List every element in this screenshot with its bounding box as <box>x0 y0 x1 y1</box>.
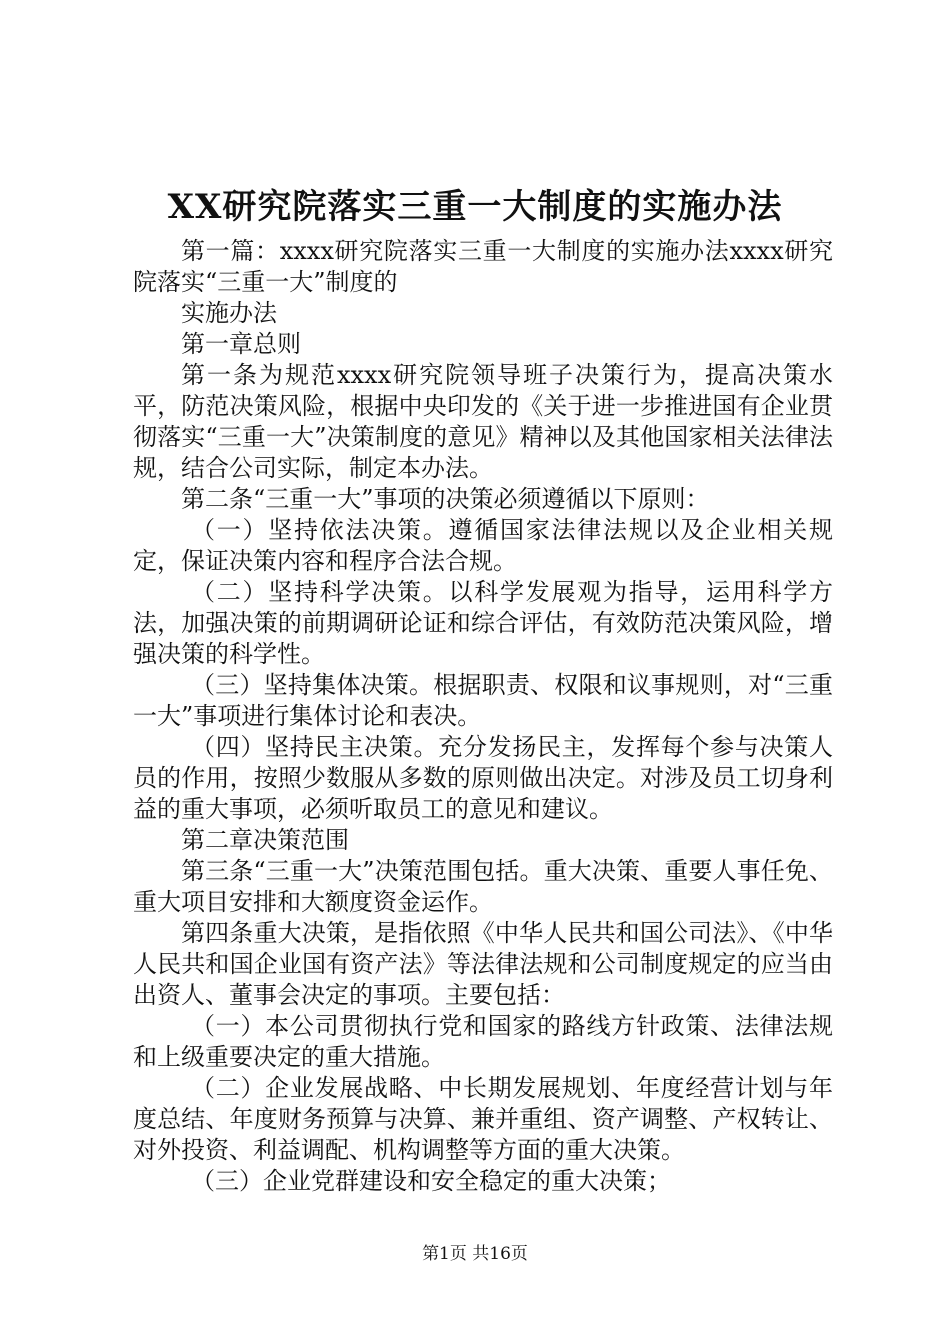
paragraph: 第四条重大决策，是指依照《中华人民共和国公司法》、《中华人民共和国企业国有资产法》等法律法规和公司制度规定的应当由出资人、董事会决定的事项。主要包括： <box>133 919 833 1009</box>
paragraph: （一）本公司贯彻执行党和国家的路线方针政策、法律法规和上级重要决定的重大措施。 <box>133 1012 833 1071</box>
chapter-heading: 第一章总则 <box>181 330 301 358</box>
paragraph: 第三条“三重一大”决策范围包括。重大决策、重要人事任免、重大项目安排和大额度资金运作。 <box>133 857 833 916</box>
paragraph: （四）坚持民主决策。充分发扬民主，发挥每个参与决策人员的作用，按照少数服从多数的原则做出决定。对涉及员工切身利益的重大事项，必须听取员工的意见和建议。 <box>133 733 833 823</box>
paragraph: 第二条“三重一大”事项的决策必须遵循以下原则： <box>181 485 710 513</box>
paragraph: 第一条为规范xxxx研究院领导班子决策行为，提高决策水平，防范决策风险，根据中央印发的《关于进一步推进国有企业贯彻落实“三重一大”决策制度的意见》精神以及其他国家相关法律法规，结合公司实际，制定本办法。 <box>133 361 833 482</box>
paragraph: （二）企业发展战略、中长期发展规划、年度经营计划与年度总结、年度财务预算与决算、兼并重组、资产调整、产权转让、对外投资、利益调配、机构调整等方面的重大决策。 <box>133 1074 833 1164</box>
document-body <box>133 236 833 1197</box>
paragraph: （二）坚持科学决策。以科学发展观为指导，运用科学方法，加强决策的前期调研论证和综合评估，有效防范决策风险，增强决策的科学性。 <box>133 578 833 668</box>
chapter-heading: 第二章决策范围 <box>181 826 349 854</box>
paragraph: 第一篇：xxxx研究院落实三重一大制度的实施办法xxxx研究院落实“三重一大”制度的 <box>133 237 833 296</box>
paragraph: （三）坚持集体决策。根据职责、权限和议事规则，对“三重一大”事项进行集体讨论和表决。 <box>133 671 833 730</box>
document-title: XX研究院落实三重一大制度的实施办法 <box>167 187 783 227</box>
paragraph: 实施办法 <box>181 299 277 327</box>
paragraph: （一）坚持依法决策。遵循国家法律法规以及企业相关规定，保证决策内容和程序合法合规。 <box>133 516 833 575</box>
page-number-footer: 第1页 共16页 <box>422 1244 528 1264</box>
paragraph: （三）企业党群建设和安全稳定的重大决策； <box>191 1167 671 1195</box>
